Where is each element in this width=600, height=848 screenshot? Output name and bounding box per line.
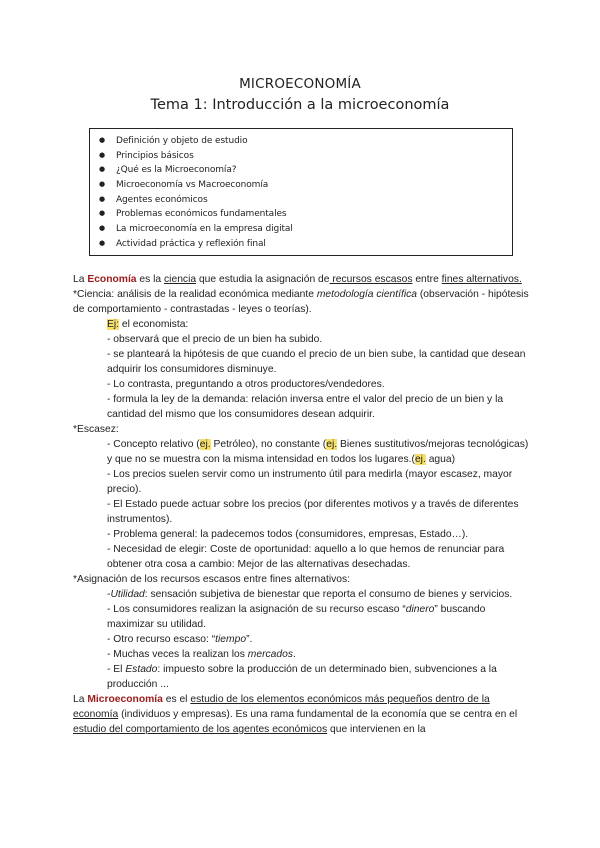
title-block <box>0 76 600 113</box>
example-step: - formula la ley de la demanda: relación inversa entre el valor del precio de un bien y la cantidad del mismo que los consumidores desean adquirir. <box>107 394 504 420</box>
escasez-heading: *Escasez: <box>73 424 119 435</box>
estado-item: - El Estado: impuesto sobre la producción de un determinado bien, subvenciones a la producción ... <box>107 664 497 690</box>
microeconomia-definition: La Microeconomía es el estudio de los elementos económicos más pequeños dentro de la economía (individuos y empresas). Es una rama fundamental de la economía que se centra en el estudio del comportamiento de los agentes económicos que intervienen en la <box>73 694 518 735</box>
example-step: - observará que el precio de un bien ha subido. <box>107 334 323 345</box>
utilidad-item: -Utilidad: sensación subjetiva de bienestar que reporta el consumo de bienes y servicios. <box>107 589 513 600</box>
escasez-item: - Necesidad de elegir: Coste de oportunidad: aquello a lo que hemos de renunciar para obtener otra cosa a cambio: Mejor de las alternativas desechadas. <box>107 544 505 570</box>
document-title: MICROECONOMÍA <box>239 76 361 92</box>
toc-item: ● Microeconomía vs Macroeconomía <box>90 180 512 195</box>
tiempo-item: - Otro recurso escaso: “tiempo”. <box>107 634 253 645</box>
escasez-concept: - Concepto relativo (ej. Petróleo), no constante (ej. Bienes sustitutivos/mejoras tecnológicas) y que no se muestra con la misma intensidad en todos los lugares.(ej. agua) <box>107 439 529 465</box>
escasez-block <box>73 437 533 572</box>
document-subtitle: Tema 1: Introducción a la microeconomía <box>150 97 450 113</box>
example-step: - Lo contrasta, preguntando a otros productores/vendedores. <box>107 379 385 390</box>
example-label: Ej: el economista: <box>107 319 189 330</box>
example-step: - se planteará la hipótesis de que cuando el precio de un bien sube, la cantidad que desean adquirir los consumidores disminuye. <box>107 349 526 375</box>
toc-item: ● Agentes económicos <box>90 195 512 210</box>
table-of-contents <box>89 128 513 256</box>
body-text <box>73 272 533 737</box>
toc-item: ● Problemas económicos fundamentales <box>90 209 512 224</box>
toc-item: ● La microeconomía en la empresa digital <box>90 224 512 239</box>
consumidores-item: - Los consumidores realizan la asignación de su recurso escaso “dinero” buscando maximizar su utilidad. <box>107 604 486 630</box>
escasez-item: - Problema general: la padecemos todos (consumidores, empresas, Estado…). <box>107 529 469 540</box>
toc-item: ● ¿Qué es la Microeconomía? <box>90 165 512 180</box>
ciencia-paragraph: *Ciencia: análisis de la realidad económica mediante metodología científica (observación - hipótesis de comportamiento - contrastadas - leyes o teorías). <box>73 289 529 315</box>
asignacion-block <box>73 587 533 692</box>
mercados-item: - Muchas veces la realizan los mercados. <box>107 649 296 660</box>
escasez-item: - Los precios suelen servir como un instrumento útil para medirla (mayor escasez, mayor precio). <box>107 469 513 495</box>
microeconomia-term: Microeconomía <box>87 694 163 705</box>
economia-definition: La Economía es la ciencia que estudia la asignación de recursos escasos entre fines alternativos. <box>73 274 522 285</box>
example-block <box>73 317 533 422</box>
toc-item: ● Actividad práctica y reflexión final <box>90 239 512 254</box>
asignacion-heading: *Asignación de los recursos escasos entre fines alternativos: <box>73 574 351 585</box>
toc-item: ● Definición y objeto de estudio <box>90 136 512 151</box>
toc-item: ● Principios básicos <box>90 151 512 166</box>
escasez-item: - El Estado puede actuar sobre los precios (por diferentes motivos y a través de diferentes instrumentos). <box>107 499 519 525</box>
economia-term: Economía <box>87 274 137 285</box>
